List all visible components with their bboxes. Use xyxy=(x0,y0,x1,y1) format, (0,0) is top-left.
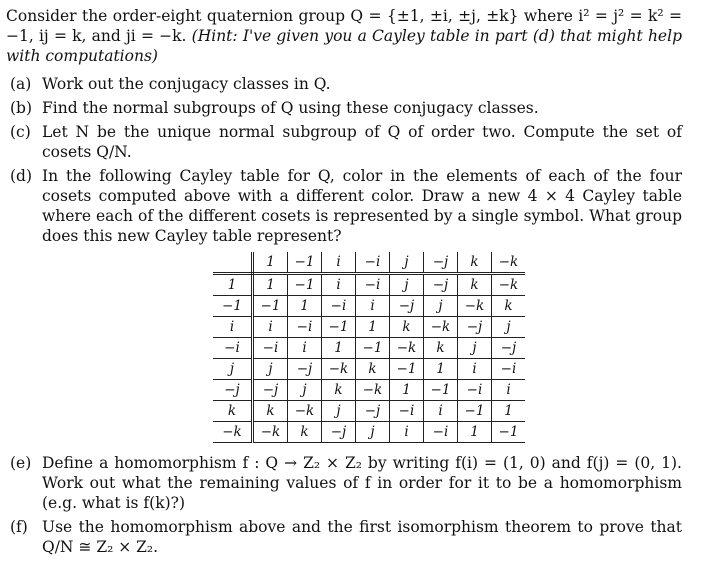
part-text: Find the normal subgroups of Q using these conjugacy classes. xyxy=(42,99,539,117)
cayley-cell: k xyxy=(356,359,390,380)
cayley-cell: −1 xyxy=(356,338,390,359)
cayley-cell: −k xyxy=(288,401,322,422)
cayley-table-wrapper xyxy=(42,246,682,449)
cayley-cell: k xyxy=(424,338,458,359)
cayley-cell: j xyxy=(492,317,526,338)
cayley-cell: k xyxy=(322,380,356,401)
part-b xyxy=(6,98,682,118)
cayley-cell: k xyxy=(390,317,424,338)
cayley-cell: −k xyxy=(253,422,288,443)
cayley-cell: −j xyxy=(492,338,526,359)
part-label: (d) xyxy=(10,167,33,185)
part-e xyxy=(6,453,682,513)
cayley-row-header: −1 xyxy=(213,296,253,317)
cayley-cell: −k xyxy=(390,338,424,359)
cayley-cell: i xyxy=(288,338,322,359)
intro-hint: (Hint: I've given you a Cayley table in part (d) that might help with computations) xyxy=(6,27,682,65)
intro-text: Consider the order-eight quaternion group Q = {±1, ±i, ±j, ±k} where i² = j² = k² = −1, ij = k, and ji = −k. xyxy=(6,7,682,45)
cayley-cell: −i xyxy=(288,317,322,338)
cayley-cell: i xyxy=(492,380,526,401)
cayley-cell: j xyxy=(390,252,424,274)
cayley-cell: 1 xyxy=(492,401,526,422)
part-d xyxy=(6,166,682,449)
cayley-row-header: i xyxy=(213,317,253,338)
cayley-row-header: j xyxy=(213,359,253,380)
cayley-cell: −i xyxy=(390,401,424,422)
part-c xyxy=(6,122,682,162)
cayley-table xyxy=(213,252,525,443)
part-text: Work out the conjugacy classes in Q. xyxy=(42,75,331,93)
cayley-cell: −i xyxy=(424,422,458,443)
cayley-cell: i xyxy=(322,252,356,274)
cayley-row xyxy=(213,422,525,443)
cayley-cell: −1 xyxy=(458,401,492,422)
cayley-cell: −i xyxy=(322,296,356,317)
cayley-cell: −i xyxy=(356,252,390,274)
cayley-cell: 1 xyxy=(253,252,288,274)
cayley-row xyxy=(213,317,525,338)
part-label: (a) xyxy=(10,75,32,93)
cayley-cell: 1 xyxy=(253,274,288,296)
part-text: Use the homomorphism above and the first isomorphism theorem to prove that Q/N ≅ Z₂ × Z₂. xyxy=(42,518,682,556)
cayley-cell: −i xyxy=(253,338,288,359)
cayley-cell: 1 xyxy=(288,296,322,317)
cayley-cell: −i xyxy=(356,274,390,296)
cayley-cell: −k xyxy=(356,380,390,401)
cayley-cell: j xyxy=(288,380,322,401)
cayley-row xyxy=(213,380,525,401)
cayley-cell: j xyxy=(390,274,424,296)
parts-list xyxy=(6,74,682,557)
cayley-header-row xyxy=(213,252,525,274)
cayley-cell: −1 xyxy=(390,359,424,380)
cayley-row-header: −j xyxy=(213,380,253,401)
part-f xyxy=(6,517,682,557)
cayley-cell: −k xyxy=(322,359,356,380)
cayley-cell: −k xyxy=(492,252,526,274)
cayley-cell: −i xyxy=(492,359,526,380)
cayley-row xyxy=(213,274,525,296)
cayley-row xyxy=(213,296,525,317)
cayley-cell: j xyxy=(322,401,356,422)
cayley-cell: 1 xyxy=(356,317,390,338)
cayley-cell: −1 xyxy=(322,317,356,338)
part-label: (f) xyxy=(10,518,28,536)
cayley-cell: 1 xyxy=(458,422,492,443)
problem-intro xyxy=(6,6,682,66)
part-text: Define a homomorphism f : Q → Z₂ × Z₂ by writing f(i) = (1, 0) and f(j) = (0, 1). Work out what the remaining values of f in order for it to be a homomorphism (e.g. what is f(k)?) xyxy=(42,454,682,512)
cayley-cell: −j xyxy=(424,252,458,274)
cayley-row xyxy=(213,338,525,359)
cayley-cell: 1 xyxy=(390,380,424,401)
cayley-row-header: −k xyxy=(213,422,253,443)
part-a xyxy=(6,74,682,94)
cayley-cell: −1 xyxy=(288,274,322,296)
cayley-cell: −1 xyxy=(253,296,288,317)
part-text: In the following Cayley table for Q, color in the elements of each of the four cosets computed above with a different color. Draw a new 4 × 4 Cayley table where each of the different cosets is represented by a single symbol. What group does this new Cayley table represent? xyxy=(42,167,682,245)
cayley-cell: −j xyxy=(390,296,424,317)
cayley-cell: −k xyxy=(492,274,526,296)
cayley-cell: j xyxy=(458,338,492,359)
cayley-cell: i xyxy=(458,359,492,380)
cayley-cell: k xyxy=(288,422,322,443)
cayley-row xyxy=(213,401,525,422)
cayley-cell: −j xyxy=(424,274,458,296)
cayley-cell: −j xyxy=(458,317,492,338)
cayley-cell: i xyxy=(356,296,390,317)
part-label: (e) xyxy=(10,454,32,472)
cayley-cell: i xyxy=(424,401,458,422)
cayley-cell: k xyxy=(458,252,492,274)
cayley-cell: −j xyxy=(356,401,390,422)
cayley-cell: j xyxy=(356,422,390,443)
part-text: Let N be the unique normal subgroup of Q of order two. Compute the set of cosets Q/N. xyxy=(42,123,682,161)
cayley-row-header: −i xyxy=(213,338,253,359)
cayley-cell: j xyxy=(424,296,458,317)
cayley-row-header: k xyxy=(213,401,253,422)
cayley-row-header: 1 xyxy=(213,274,253,296)
cayley-cell: −1 xyxy=(492,422,526,443)
cayley-cell: i xyxy=(322,274,356,296)
cayley-cell: k xyxy=(253,401,288,422)
cayley-cell: −1 xyxy=(288,252,322,274)
cayley-cell: −j xyxy=(253,380,288,401)
cayley-cell: i xyxy=(253,317,288,338)
cayley-row xyxy=(213,359,525,380)
cayley-cell: −k xyxy=(424,317,458,338)
cayley-cell: −1 xyxy=(424,380,458,401)
cayley-cell: −i xyxy=(458,380,492,401)
cayley-cell: 1 xyxy=(424,359,458,380)
part-label: (c) xyxy=(10,123,31,141)
cayley-cell: k xyxy=(492,296,526,317)
cayley-cell: i xyxy=(390,422,424,443)
cayley-cell: −k xyxy=(458,296,492,317)
cayley-cell: −j xyxy=(288,359,322,380)
cayley-cell: 1 xyxy=(322,338,356,359)
cayley-cell: −j xyxy=(322,422,356,443)
cayley-row-header xyxy=(213,252,253,274)
cayley-cell: j xyxy=(253,359,288,380)
part-label: (b) xyxy=(10,99,33,117)
cayley-cell: k xyxy=(458,274,492,296)
